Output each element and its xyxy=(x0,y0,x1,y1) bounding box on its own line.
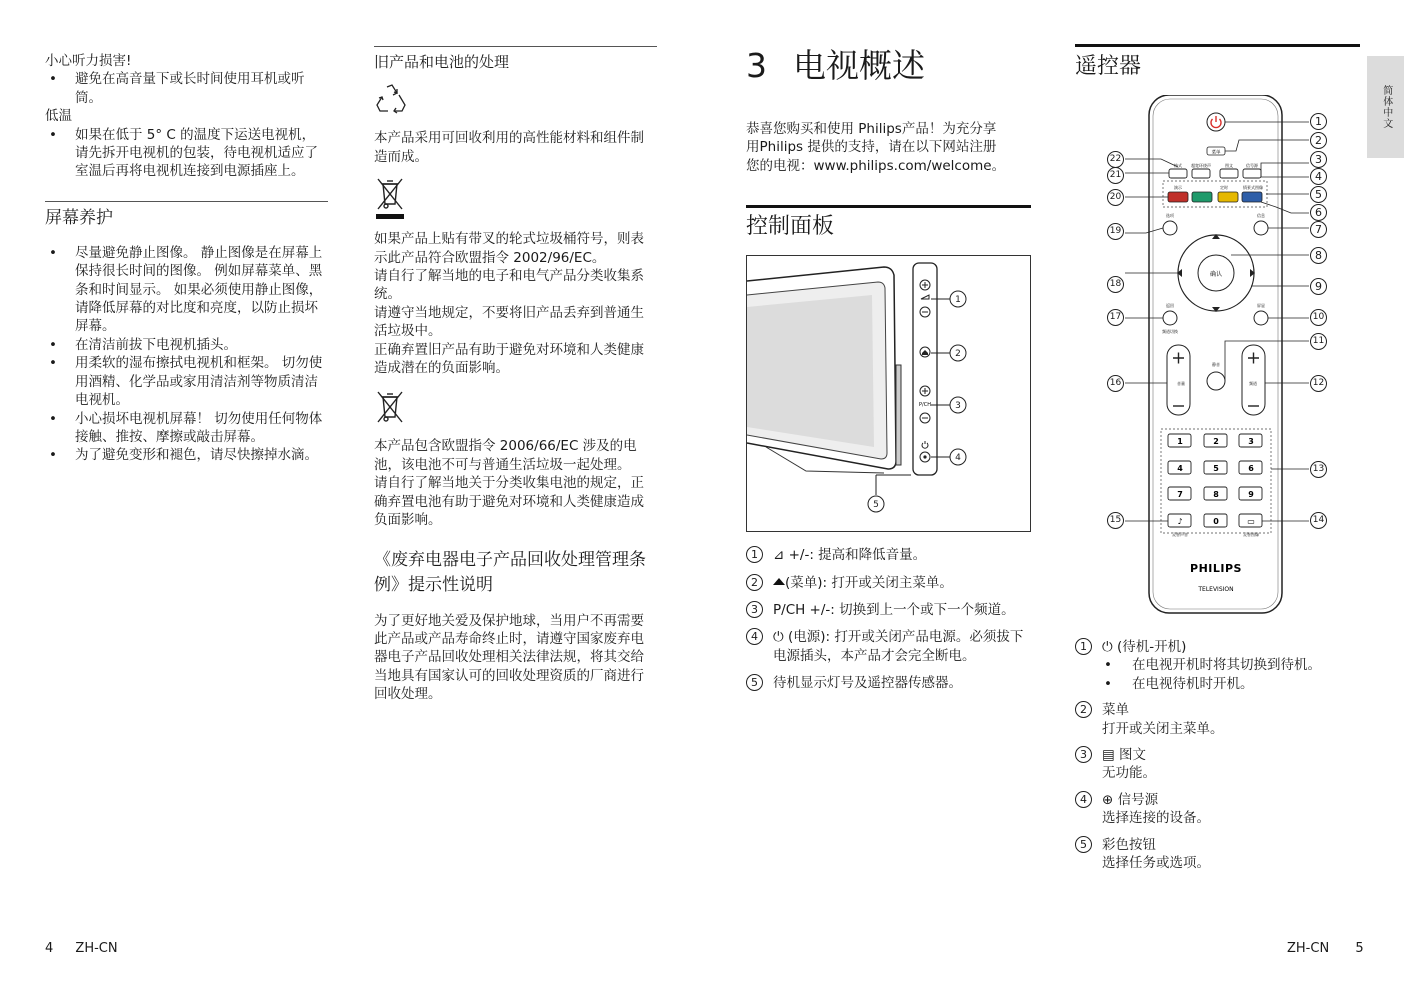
disposal-title: 旧产品和电池的处理 xyxy=(374,53,510,71)
callout-4: 4 xyxy=(1310,168,1327,185)
list-item: • 为了避免变形和褪色，请尽快擦掉水滴。 xyxy=(45,446,328,464)
svg-text:8: 8 xyxy=(1213,490,1219,499)
svg-text:频道切换: 频道切换 xyxy=(1162,329,1178,334)
recycle-icon xyxy=(374,83,410,117)
temp-bullet: • 如果在低于 5° C 的温度下运送电视机，请先拆开电视机的包装，待电视机适应了室温后再将电视机连接到电源插座上。 xyxy=(45,126,328,181)
svg-text:2: 2 xyxy=(955,349,961,360)
callout-13: 13 xyxy=(1310,461,1327,478)
svg-text:确认: 确认 xyxy=(1209,271,1223,278)
left-column-1 xyxy=(45,52,328,465)
green-button xyxy=(1192,192,1212,202)
callout-14: 14 xyxy=(1310,512,1327,529)
left-column-2 xyxy=(374,46,657,704)
svg-text:信息: 信息 xyxy=(1257,213,1265,218)
intro-text: 恭喜您购买和使用 Philips产品！为充分享用Philips 提供的支持，请在以下网站注册您的电视：www.philips.com/welcome。 xyxy=(746,121,1006,174)
list-item: 5 待机显示灯号及遥控器传感器。 xyxy=(746,674,1031,692)
svg-text:1: 1 xyxy=(1177,437,1183,446)
svg-text:4: 4 xyxy=(955,453,961,464)
callout-3: 3 xyxy=(1310,151,1327,168)
svg-text:音量: 音量 xyxy=(1177,381,1185,386)
svg-text:9: 9 xyxy=(1248,490,1254,499)
chapter-number: 3 xyxy=(746,46,767,85)
callout-9: 9 xyxy=(1310,278,1327,295)
svg-text:4: 4 xyxy=(1177,464,1183,473)
regulation-title: 《废弃电器电子产品回收处理管理条例》提示性说明 xyxy=(374,549,646,595)
callout-22: 22 xyxy=(1107,151,1124,168)
svg-text:信号源: 信号源 xyxy=(1246,163,1258,168)
remote-control-illustration xyxy=(1101,95,1336,615)
page-number: 4 xyxy=(45,941,54,956)
callout-5: 5 xyxy=(1310,186,1327,203)
callout-17: 17 xyxy=(1107,309,1124,326)
svg-text:返回: 返回 xyxy=(1166,303,1174,308)
callout-2: 2 xyxy=(1310,132,1327,149)
callout-20: 20 xyxy=(1107,189,1124,206)
power-icon: ⏻ xyxy=(1102,639,1117,655)
svg-text:静音: 静音 xyxy=(1212,362,1220,367)
callout-12: 12 xyxy=(1310,375,1327,392)
list-item: 1 ⏻ (待机-开机) • 在电视开机时将其切换到待机。 • 在电视待机时开机。 xyxy=(1075,638,1360,693)
svg-text:3: 3 xyxy=(1248,437,1254,446)
remote-title: 遥控器 xyxy=(1075,54,1142,79)
screen-care-list xyxy=(45,244,328,465)
svg-text:7: 7 xyxy=(1177,490,1183,499)
svg-text:1: 1 xyxy=(955,295,961,306)
language-tab: 简体中文 xyxy=(1367,56,1404,158)
menu-label: 菜单 xyxy=(1211,150,1221,156)
footer-lang: ZH-CN xyxy=(1287,941,1330,956)
hearing-bullet: • 避免在高音量下或长时间使用耳机或听筒。 xyxy=(45,70,328,107)
list-item: • 在清洁前拔下电视机插头。 xyxy=(45,336,328,354)
source-icon: ⊕ xyxy=(1102,791,1118,808)
svg-text:2: 2 xyxy=(1213,437,1219,446)
red-button xyxy=(1168,192,1188,202)
temp-title: 低温 xyxy=(45,108,72,125)
battery-text: 本产品包含欧盟指令 2006/66/EC 涉及的电池，该电池不可与普通生活垃圾一起处理。 请自行了解当地关于分类收集电池的规定，正确弃置电池有助于避免对环境和人类健康造成负面影响。 xyxy=(374,438,644,529)
footer-lang: ZH-CN xyxy=(75,941,118,956)
section-divider xyxy=(45,201,328,202)
hearing-title: 小心听力损害! xyxy=(45,53,132,69)
left-footer xyxy=(45,940,118,958)
panel-items-list xyxy=(746,546,1031,692)
home-icon xyxy=(773,578,785,585)
list-item: 2 (菜单): 打开或关闭主菜单。 xyxy=(746,574,1031,592)
list-item: 1 ⊿ +/-: 提高和降低音量。 xyxy=(746,546,1031,564)
callout-1: 1 xyxy=(1310,113,1327,130)
svg-text:灵智声音: 灵智声音 xyxy=(1172,532,1188,537)
list-item: 5 彩色按钮 选择任务或选项。 xyxy=(1075,836,1360,873)
list-item: 4 ⏻ (电源): 打开或关闭产品电源。必须拔下电源插头，本产品才会完全断电。 xyxy=(746,628,1031,665)
svg-text:灵智图像: 灵智图像 xyxy=(1243,532,1259,537)
teletext-icon: ▤ xyxy=(1102,747,1120,764)
svg-text:P/CH: P/CH xyxy=(919,402,931,409)
weee-text: 如果产品上贴有带叉的轮式垃圾桶符号，则表示此产品符合欧盟指令 2002/96/EC。 请自行了解当地的电子和电气产品分类收集系统。 请遵守当地规定，不要将旧产品丢弃到普通生活垃圾中。 正确弃置旧产品有助于避免对环境和人类健康造成潜在的负面影响。 xyxy=(374,231,644,377)
list-item: • 用柔软的湿布擦拭电视机和框架。 切勿使用酒精、化学品或家用清洁剂等物质清洁电视机。 xyxy=(45,354,328,409)
right-column-1 xyxy=(746,44,1031,702)
svg-text:♪: ♪ xyxy=(1177,517,1183,526)
svg-text:超宽环绕声: 超宽环绕声 xyxy=(1191,163,1211,168)
svg-text:选项: 选项 xyxy=(1166,213,1174,218)
svg-text:图文: 图文 xyxy=(1225,163,1233,168)
callout-10: 10 xyxy=(1310,309,1327,326)
svg-text:格式: 格式 xyxy=(1174,163,1182,168)
callout-21: 21 xyxy=(1107,167,1124,184)
list-item: 3 ▤ 图文 无功能。 xyxy=(1075,746,1360,783)
svg-text:情景式图像: 情景式图像 xyxy=(1243,185,1263,190)
svg-text:频道: 频道 xyxy=(1249,381,1257,386)
svg-text:6: 6 xyxy=(1248,464,1254,473)
chapter-title: 电视概述 xyxy=(793,46,925,85)
page-number: 5 xyxy=(1355,941,1364,956)
power-icon: ⏻ xyxy=(773,629,788,646)
battery-bin-icon xyxy=(374,389,406,425)
callout-11: 11 xyxy=(1310,333,1327,350)
callout-16: 16 xyxy=(1107,375,1124,392)
svg-text:TELEVISION: TELEVISION xyxy=(1198,586,1234,593)
right-footer xyxy=(1287,940,1364,958)
weee-bin-icon xyxy=(374,176,406,220)
screen-care-title: 屏幕养护 xyxy=(45,207,113,228)
callout-19: 19 xyxy=(1107,223,1124,240)
svg-text:屏显: 屏显 xyxy=(1257,303,1265,308)
svg-text:定时: 定时 xyxy=(1220,185,1228,190)
svg-text:演示: 演示 xyxy=(1174,185,1182,190)
right-column-2 xyxy=(1075,44,1360,82)
svg-text:▭: ▭ xyxy=(1247,517,1255,526)
tv-control-panel-illustration xyxy=(746,255,1031,532)
list-item: 2 菜单 打开或关闭主菜单。 xyxy=(1075,701,1360,738)
callout-15: 15 xyxy=(1107,512,1124,529)
blue-button xyxy=(1242,192,1262,202)
callout-7: 7 xyxy=(1310,221,1327,238)
yellow-button xyxy=(1218,192,1238,202)
svg-text:5: 5 xyxy=(873,500,879,511)
svg-text:3: 3 xyxy=(955,401,961,412)
callout-6: 6 xyxy=(1310,204,1327,221)
callout-18: 18 xyxy=(1107,276,1124,293)
chapter-heading xyxy=(746,44,1031,88)
remote-items-list xyxy=(1075,638,1360,880)
regulation-text: 为了更好地关爱及保护地球，当用户不再需要此产品或产品寿命终止时，请遵守国家废弃电器电子产品回收处理相关法律法规，将其交给当地具有国家认可的回收处理资质的厂商进行回收处理。 xyxy=(374,612,644,703)
svg-text:5: 5 xyxy=(1213,464,1219,473)
brand-logo: PHILIPS xyxy=(1190,562,1242,575)
control-panel-title: 控制面板 xyxy=(746,214,835,240)
list-item: • 尽量避免静止图像。 静止图像是在屏幕上保持很长时间的图像。 例如屏幕菜单、黑条和时间显示。 如果必须使用静止图像，请降低屏幕的对比度和亮度，以防止损坏屏幕。 xyxy=(45,244,328,336)
recycle-text: 本产品采用可回收利用的高性能材料和组件制造而成。 xyxy=(374,130,644,165)
callout-8: 8 xyxy=(1310,247,1327,264)
list-item: • 小心损坏电视机屏幕！ 切勿使用任何物体接触、推按、摩擦或敲击屏幕。 xyxy=(45,410,328,447)
svg-text:0: 0 xyxy=(1213,517,1219,526)
list-item: 4 ⊕ 信号源 选择连接的设备。 xyxy=(1075,791,1360,828)
list-item: 3 P/CH +/-: 切换到上一个或下一个频道。 xyxy=(746,601,1031,619)
